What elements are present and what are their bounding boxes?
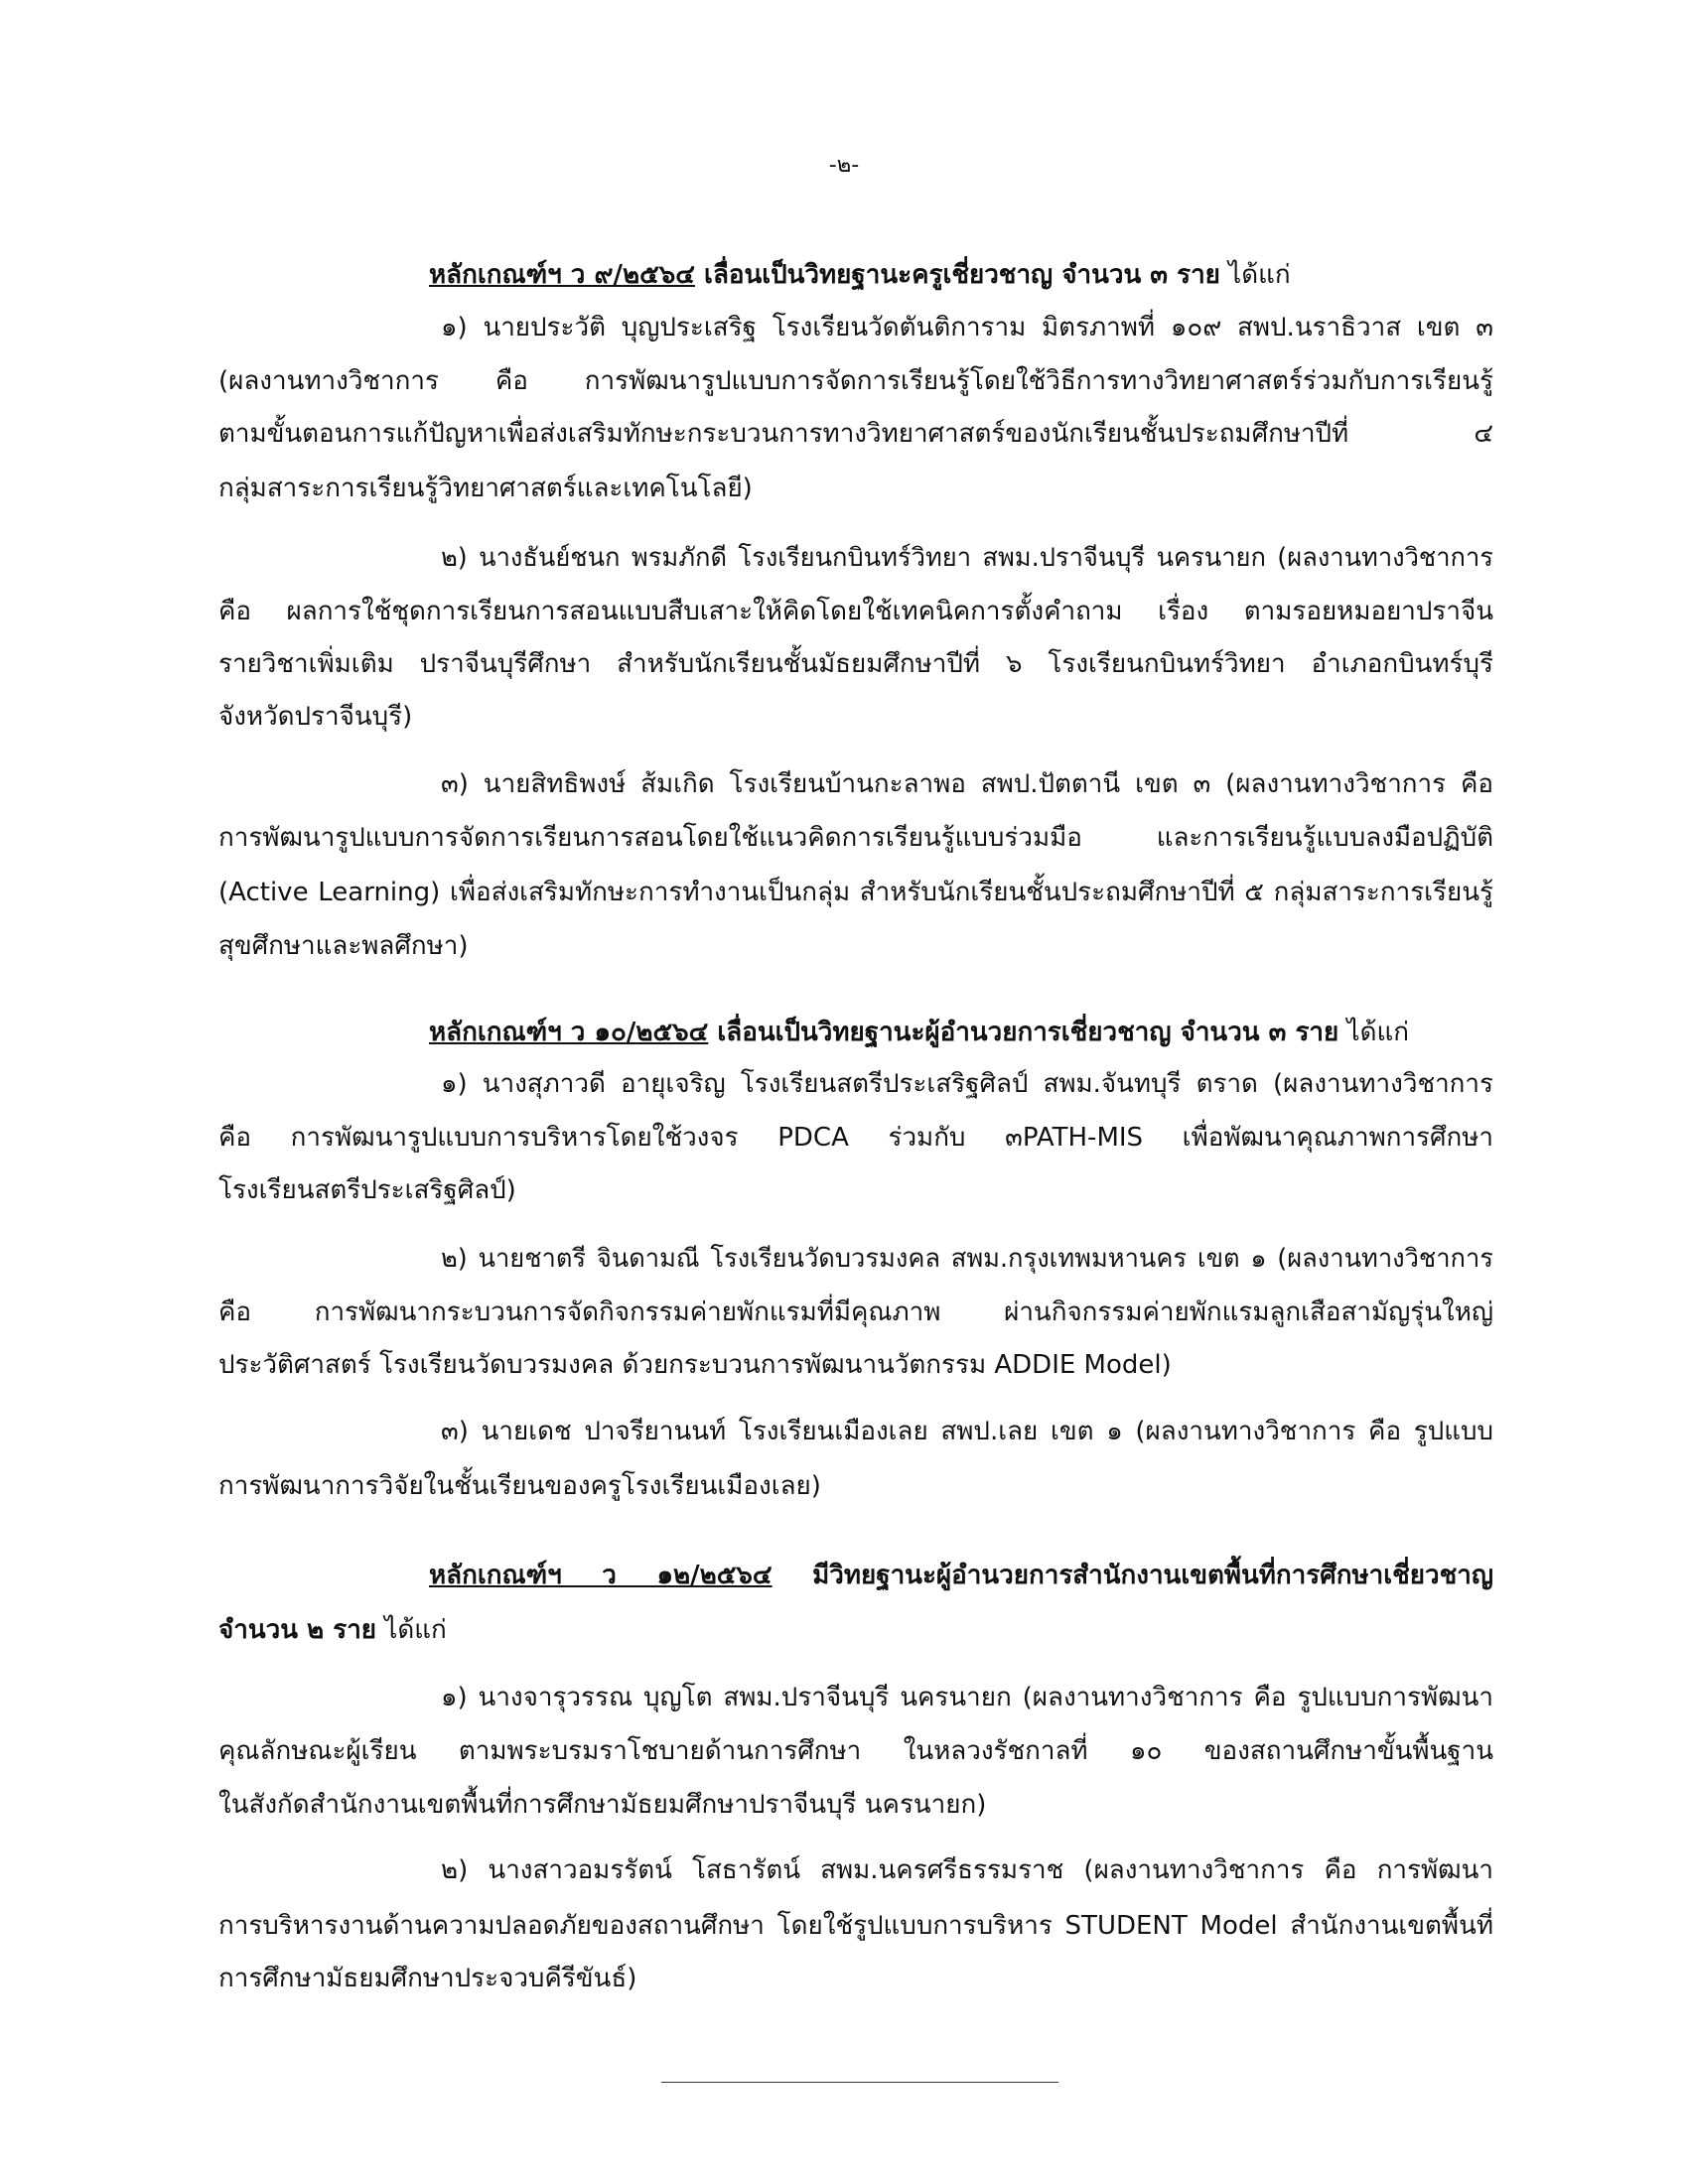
- list-item: [218, 1417, 1493, 1446]
- item-line: ประวัติศาสตร์ โรงเรียนวัดบวรมงคล ด้วยกระบวนการพัฒนานวัตกรรม ADDIE Model): [218, 1350, 1172, 1380]
- item-line: การพัฒนาการวิจัยในชั้นเรียนของครูโรงเรียนเมืองเลย): [218, 1471, 821, 1501]
- list-item-cont: [218, 1790, 1493, 1820]
- item-first-line: ๑) นางจารุวรรณ บุญโต สพม.ปราจีนบุรี นครนายก (ผลงานทางวิชาการ คือ รูปแบบการพัฒนา: [441, 1683, 1493, 1712]
- section-heading: [218, 1018, 1493, 1047]
- item-line: รายวิชาเพิ่มเติม ปราจีนบุรีศึกษา สำหรับนักเรียนชั้นมัธยมศึกษาปีที่ ๖ โรงเรียนกบินทร์วิทยา อำเภอกบินทร์บุรี: [218, 649, 1493, 679]
- item-first-line: ๒) นายชาตรี จินดามณี โรงเรียนวัดบวรมงคล สพม.กรุงเทพมหานคร เขต ๑ (ผลงานทางวิชาการ: [441, 1244, 1493, 1274]
- list-item-cont: [218, 1964, 1493, 1993]
- list-item-cont: [218, 597, 1493, 626]
- section-criteria-9: [218, 260, 1493, 290]
- item-line: การศึกษามัธยมศึกษาประจวบคีรีขันธ์): [218, 1964, 637, 1993]
- item-line: การบริหารงานด้านความปลอดภัยของสถานศึกษา โดยใช้รูปแบบการบริหาร STUDENT Model สำนักงานเขตพื้นที่: [218, 1911, 1493, 1941]
- item-line: กลุ่มสาระการเรียนรู้วิทยาศาสตร์และเทคโนโลยี): [218, 474, 753, 503]
- item-line: (ผลงานทางวิชาการ คือ การพัฒนารูปแบบการจัดการเรียนรู้โดยใช้วิธีการทางวิทยาศาสตร์ร่วมกับการเรียนรู้: [218, 366, 1493, 396]
- item-line: จังหวัดปราจีนบุรี): [218, 702, 413, 732]
- criteria-reference: หลักเกณฑ์ฯ ว ๑๐/๒๕๖๔: [429, 1018, 709, 1047]
- list-item-cont: [218, 1123, 1493, 1153]
- section-heading-line2: [218, 1615, 1493, 1645]
- heading-tail: ได้แก่: [1338, 1018, 1409, 1047]
- list-item: [218, 543, 1493, 573]
- list-item-cont: [218, 649, 1493, 679]
- footer-divider: [661, 2082, 1058, 2083]
- list-item-cont: [218, 1175, 1493, 1205]
- item-first-line: ๒) นางธันย์ชนก พรมภักดี โรงเรียนกบินทร์วิทยา สพม.ปราจีนบุรี นครนายก (ผลงานทางวิชาการ: [441, 543, 1493, 573]
- list-item: [218, 1683, 1493, 1712]
- list-item-cont: [218, 1297, 1493, 1327]
- page-number: -๒-: [828, 153, 860, 178]
- item-line: คือ การพัฒนากระบวนการจัดกิจกรรมค่ายพักแรมที่มีคุณภาพ ผ่านกิจกรรมค่ายพักแรมลูกเสือสามัญรุ่นใหญ่: [218, 1297, 1493, 1327]
- list-item-cont: [218, 1350, 1493, 1380]
- section-heading: [218, 260, 1493, 290]
- item-line: (Active Learning) เพื่อส่งเสริมทักษะการทำงานเป็นกลุ่ม สำหรับนักเรียนชั้นประถมศึกษาปีที่ ๕ กลุ่มสาระการเรียนรู้: [218, 878, 1493, 907]
- item-first-line: ๓) นายสิทธิพงษ์ ส้มเกิด โรงเรียนบ้านกะลาพอ สพป.ปัตตานี เขต ๓ (ผลงานทางวิชาการ คือ: [441, 769, 1493, 799]
- item-first-line: ๑) นางสุภาวดี อายุเจริญ โรงเรียนสตรีประเสริฐศิลป์ สพม.จันทบุรี ตราด (ผลงานทางวิชาการ: [441, 1069, 1493, 1099]
- item-line: โรงเรียนสตรีประเสริฐศิลป์): [218, 1175, 516, 1205]
- criteria-reference: หลักเกณฑ์ฯ ว ๙/๒๕๖๔: [429, 260, 695, 290]
- list-item: [218, 1855, 1493, 1885]
- heading-title: เลื่อนเป็นวิทยฐานะผู้อำนวยการเชี่ยวชาญ จำนวน ๓ ราย: [708, 1018, 1339, 1047]
- list-item-cont: [218, 474, 1493, 503]
- item-line: คือ การพัฒนารูปแบบการบริหารโดยใช้วงจร PDCA ร่วมกับ ๓PATH-MIS เพื่อพัฒนาคุณภาพการศึกษา: [218, 1123, 1493, 1153]
- list-item-cont: [218, 1471, 1493, 1501]
- list-item: [218, 769, 1493, 799]
- item-line: คุณลักษณะผู้เรียน ตามพระบรมราโชบายด้านการศึกษา ในหลวงรัชกาลที่ ๑๐ ของสถานศึกษาขั้นพื้นฐาน: [218, 1736, 1493, 1766]
- list-item-cont: [218, 823, 1493, 853]
- heading-title: เลื่อนเป็นวิทยฐานะครูเชี่ยวชาญ จำนวน ๓ ราย: [695, 260, 1220, 290]
- criteria-reference: หลักเกณฑ์ฯ ว ๑๒/๒๕๖๔: [429, 1561, 773, 1590]
- list-item-cont: [218, 1911, 1493, 1941]
- list-item: [218, 1069, 1493, 1099]
- item-line: ในสังกัดสำนักงานเขตพื้นที่การศึกษามัธยมศึกษาปราจีนบุรี นครนายก): [218, 1790, 987, 1820]
- list-item: [218, 313, 1493, 342]
- section-heading: [218, 1561, 1493, 1590]
- list-item-cont: [218, 878, 1493, 907]
- list-item-cont: [218, 366, 1493, 396]
- item-first-line: ๒) นางสาวอมรรัตน์ โสธารัตน์ สพม.นครศรีธรรมราช (ผลงานทางวิชาการ คือ การพัฒนา: [441, 1855, 1493, 1885]
- item-line: ตามขั้นตอนการแก้ปัญหาเพื่อส่งเสริมทักษะกระบวนการทางวิทยาศาสตร์ของนักเรียนชั้นประถมศึกษาปีที่ ๔: [218, 419, 1493, 449]
- section-criteria-10: [218, 1018, 1493, 1047]
- item-line: การพัฒนารูปแบบการจัดการเรียนการสอนโดยใช้แนวคิดการเรียนรู้แบบร่วมมือ และการเรียนรู้แบบลงมือปฏิบัติ: [218, 823, 1493, 853]
- item-first-line: ๑) นายประวัติ บุญประเสริฐ โรงเรียนวัดตันติการาม มิตรภาพที่ ๑๐๙ สพป.นราธิวาส เขต ๓: [441, 313, 1493, 342]
- heading-count: จำนวน ๒ ราย: [218, 1615, 377, 1645]
- heading-tail: ได้แก่: [1219, 260, 1291, 290]
- list-item-cont: [218, 702, 1493, 732]
- heading-title: มีวิทยฐานะผู้อำนวยการสำนักงานเขตพื้นที่การศึกษาเชี่ยวชาญ: [772, 1561, 1493, 1590]
- list-item-cont: [218, 419, 1493, 449]
- item-line: สุขศึกษาและพลศึกษา): [218, 931, 469, 961]
- section-heading-cont: [218, 1615, 1493, 1645]
- item-first-line: ๓) นายเดช ปาจรียานนท์ โรงเรียนเมืองเลย สพป.เลย เขต ๑ (ผลงานทางวิชาการ คือ รูปแบบ: [441, 1417, 1493, 1446]
- section-criteria-12: [218, 1561, 1493, 1590]
- list-item: [218, 1244, 1493, 1274]
- heading-tail: ได้แก่: [376, 1615, 447, 1645]
- item-line: คือ ผลการใช้ชุดการเรียนการสอนแบบสืบเสาะให้คิดโดยใช้เทคนิคการตั้งคำถาม เรื่อง ตามรอยหมอยาปราจีน: [218, 597, 1493, 626]
- list-item-cont: [218, 1736, 1493, 1766]
- list-item-cont: [218, 931, 1493, 961]
